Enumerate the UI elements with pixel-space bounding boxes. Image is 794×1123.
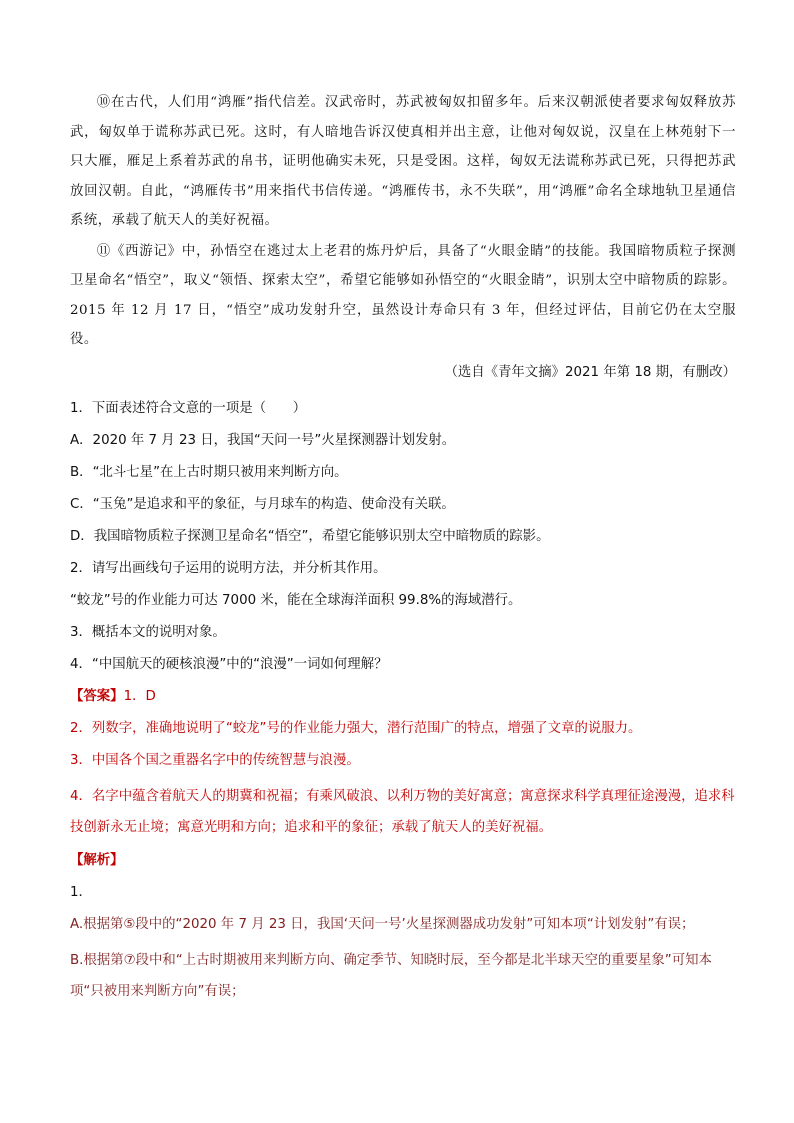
analysis-heading: 【解析】 [70, 852, 124, 868]
answer-2: 2．列数字，准确地说明了“蛟龙”号的作业能力强大，潜行范围广的特点，增强了文章的说服力。 [70, 720, 642, 736]
answer-heading: 【答案】 [70, 688, 124, 704]
answer-1: 1．D [123, 688, 156, 704]
paragraph-10: ⑩在古代，人们用“鸿雁”指代信差。汉武帝时，苏武被匈奴扣留多年。后来汉朝派使者要求匈奴释放苏武，匈奴单于谎称苏武已死。这时，有人暗地告诉汉使真相并出主意，让他对匈奴说，汉皇在上林苑射下一只大雁，雁足上系着苏武的帛书，证明他确实未死，只是受困。这样，匈奴无法谎称苏武已死，只得把苏武放回汉朝。自此，“鸿雁传书”用来指代书信传递。“鸿雁传书，永不失联”，用“鸿雁”命名全球地轨卫星通信系统，承载了航天人的美好祝福。 [70, 95, 736, 228]
option-a: A．2020 年 7 月 23 日，我国“天问一号”火星探测器计划发射。 [70, 432, 456, 448]
analysis-number-1: 1． [70, 884, 92, 900]
answer-1-line [70, 687, 736, 707]
source-citation: （选自《青年文摘》2021 年第 18 期，有删改） [444, 364, 736, 380]
analysis-b: B.根据第⑦段中和“上古时期被用来判断方向、确定季节、知晓时辰，至今都是北半球天空的重要星象”可知本项“只被用来判断方向”有误； [70, 952, 712, 999]
option-b: B．“北斗七星”在上古时期只被用来判断方向。 [70, 464, 348, 480]
analysis-a: A.根据第⑤段中的“2020 年 7 月 23 日，我国‘天问一号’火星探测器成功发射”可知本项“计划发射”有误； [70, 916, 695, 932]
question-2-sentence: “蛟龙”号的作业能力可达 7000 米，能在全球海洋面积 99.8%的海域潜行。 [70, 592, 522, 608]
question-4: 4．“中国航天的硬核浪漫”中的“浪漫”一词如何理解？ [70, 656, 388, 672]
answer-3: 3．中国各个国之重器名字中的传统智慧与浪漫。 [70, 752, 360, 768]
option-d: D．我国暗物质粒子探测卫星命名“悟空”，希望它能够识别太空中暗物质的踪影。 [70, 528, 550, 544]
question-3: 3．概括本文的说明对象。 [70, 624, 226, 640]
option-c: C．“玉兔”是追求和平的象征，与月球车的构造、使命没有关联。 [70, 496, 455, 512]
question-2: 2．请写出画线句子运用的说明方法，并分析其作用。 [70, 560, 387, 576]
paragraph-11: ⑪《西游记》中，孙悟空在逃过太上老君的炼丹炉后，具备了“火眼金睛”的技能。我国暗物质粒子探测卫星命名“悟空”，取义“领悟、探索太空”，希望它能够如孙悟空的“火眼金睛”，识别太空中暗物质的踪影。2015 年 12 月 17 日，“悟空”成功发射升空，虽然设计寿命只有 3 年，但经过评估，目前它仍在太空服役。 [70, 243, 736, 347]
question-1: 1．下面表述符合文意的一项是（ ） [70, 400, 307, 416]
answer-4: 4．名字中蕴含着航天人的期冀和祝福；有乘风破浪、以利万物的美好寓意；寓意探求科学真理征途漫漫，追求科技创新永无止境；寓意光明和方向；追求和平的象征；承载了航天人的美好祝福。 [70, 788, 735, 835]
